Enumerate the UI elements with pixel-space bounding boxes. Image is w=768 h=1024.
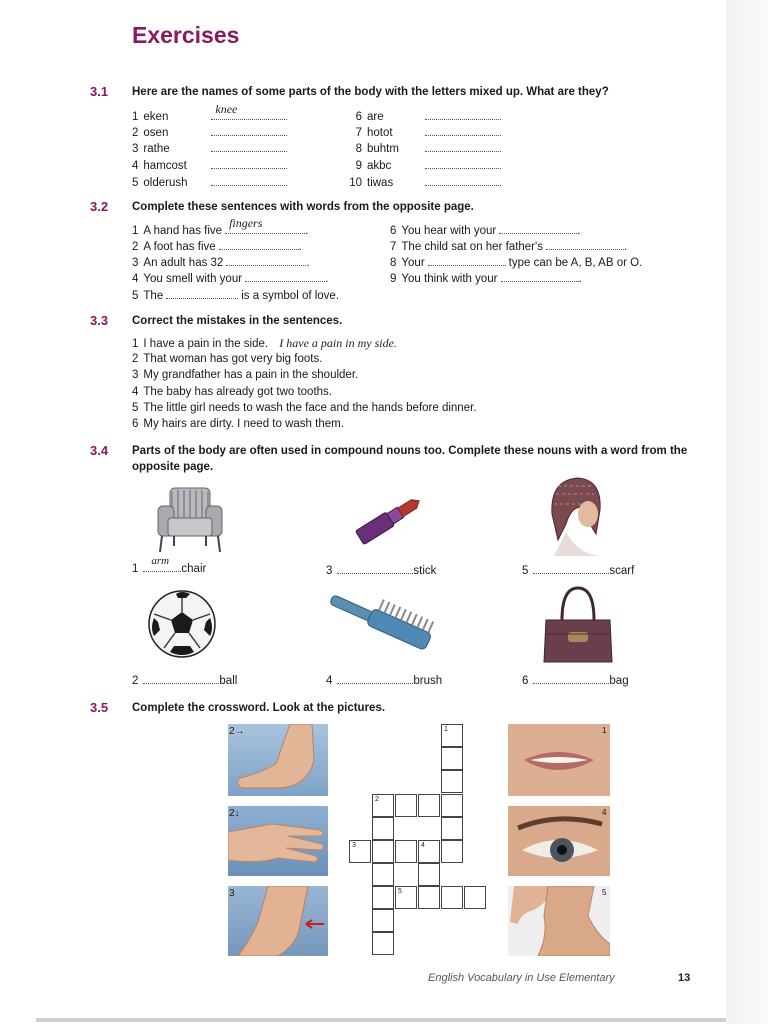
crossword-cell[interactable] (372, 932, 394, 955)
sentence-end: . (623, 241, 628, 253)
sentence-text: That woman has got very big foots. (143, 353, 323, 365)
crossword-cell[interactable] (395, 794, 417, 817)
exercise-3-4-number: 3.4 (90, 443, 109, 458)
answer-blank[interactable] (143, 672, 219, 684)
item-number: 4 (132, 160, 139, 172)
exercise-3-4-instruction: Parts of the body are often used in compound nouns too. Complete these nouns with a word from the opposite page. (132, 445, 688, 473)
item-number: 4 (326, 675, 333, 687)
item-number: 4 (132, 386, 139, 398)
answer-blank[interactable] (143, 555, 181, 572)
answer-blank[interactable] (425, 140, 501, 152)
crossword-cell[interactable] (372, 863, 394, 886)
sentence-start: You hear with your (401, 225, 497, 237)
item-number: 3 (326, 565, 333, 577)
ex33-item (132, 401, 477, 415)
ex32-item (390, 270, 582, 286)
item-number: 10 (349, 177, 362, 189)
crossword-cell[interactable] (441, 886, 463, 909)
scrambled-word: tiwas (367, 177, 394, 189)
crossword-cell[interactable] (418, 863, 440, 886)
item-number: 5 (132, 402, 139, 414)
sentence-text: The little girl needs to wash the face and the hands before dinner. (143, 402, 477, 414)
sentence-start: A foot has five (143, 241, 216, 253)
clue-label: 2→ (229, 726, 245, 737)
neck-photo (508, 886, 610, 956)
crossword-cell[interactable] (441, 840, 463, 863)
handbag-icon (540, 584, 616, 666)
ex32-item (132, 254, 310, 270)
answer-blank[interactable] (211, 140, 287, 152)
clue-label: 1 (602, 726, 607, 735)
item-number: 6 (132, 418, 139, 430)
answer-blank[interactable] (337, 562, 413, 574)
crossword-cell[interactable] (372, 886, 394, 909)
ex31-item (348, 157, 501, 173)
exercise-3-2-instruction: Complete these sentences with words from the opposite page. (132, 201, 474, 213)
crossword-cell[interactable] (395, 886, 417, 909)
lipstick-icon (344, 484, 432, 554)
page-title: Exercises (132, 22, 240, 48)
ex32-item (132, 270, 328, 286)
ex31-item (348, 174, 501, 190)
item-number: 5 (522, 565, 529, 577)
mouth-photo (508, 724, 610, 796)
answer-text: fingers (229, 216, 263, 230)
item-number: 1 (132, 225, 139, 237)
headscarf-icon (544, 474, 610, 556)
answer-blank[interactable] (425, 124, 501, 136)
clue-label: 3 (229, 888, 235, 899)
scrambled-word: hotot (367, 127, 393, 139)
item-number: 8 (390, 257, 397, 269)
compound-noun-6 (522, 672, 629, 688)
item-number: 2 (132, 127, 139, 139)
crossword-cell[interactable] (349, 840, 371, 863)
answer-blank[interactable] (245, 270, 325, 282)
sentence-start: The (143, 290, 164, 302)
scrambled-word: olderush (143, 177, 188, 189)
ex33-item (132, 352, 322, 366)
item-number: 5 (132, 177, 139, 189)
hand-photo (228, 806, 328, 876)
ex31-item (132, 157, 287, 173)
football-icon (146, 588, 218, 660)
ex31-item (132, 174, 287, 190)
sentence-end: . (305, 225, 309, 237)
neck-icon (508, 886, 610, 956)
crossword-cell[interactable] (372, 840, 394, 863)
answer-blank[interactable] (501, 270, 579, 282)
scrambled-word: osen (143, 127, 169, 139)
item-number: 1 (132, 111, 139, 123)
sentence-start: A hand has five (143, 225, 223, 237)
mouth-icon (508, 724, 610, 796)
item-number: 6 (522, 675, 529, 687)
ex32-item (390, 222, 580, 238)
noun-suffix: ball (219, 675, 238, 687)
exercise-3-5-number: 3.5 (90, 700, 109, 715)
answer-text: I have a pain in my side. (279, 336, 397, 350)
item-number: 6 (355, 111, 362, 123)
item-number: 8 (355, 143, 362, 155)
item-number: 3 (132, 369, 139, 381)
sentence-start: You think with your (401, 273, 498, 285)
clue-number: 2 (375, 796, 379, 803)
answer-blank[interactable] (428, 254, 506, 266)
eye-icon (508, 806, 610, 876)
answer-blank[interactable] (211, 102, 287, 120)
exercise-3-3-instruction: Correct the mistakes in the sentences. (132, 315, 343, 327)
item-number: 7 (355, 127, 362, 139)
ex32-item (390, 238, 627, 254)
clue-label: 2↓ (229, 808, 240, 819)
noun-suffix: scarf (609, 565, 635, 577)
sentence-end: . (306, 257, 310, 269)
answer-blank[interactable] (226, 254, 306, 266)
item-number: 2 (132, 353, 139, 365)
noun-suffix: brush (413, 675, 443, 687)
ex31-item (348, 124, 501, 140)
answer-blank[interactable] (166, 287, 238, 299)
ex32-item (132, 287, 339, 303)
ex33-item (132, 336, 397, 351)
book-title-footer: English Vocabulary in Use Elementary (428, 972, 615, 984)
sentence-end: . (325, 273, 329, 285)
answer-blank[interactable] (211, 124, 287, 136)
noun-suffix: bag (609, 675, 629, 687)
item-number: 3 (132, 143, 139, 155)
page-number: 13 (678, 972, 691, 984)
ex32-item (132, 238, 302, 254)
answer-blank[interactable] (499, 222, 577, 234)
sentence-text: I have a pain in the side. (143, 338, 269, 350)
ex31-item (132, 102, 287, 124)
scrambled-word: are (367, 111, 384, 123)
noun-suffix: chair (181, 563, 207, 575)
crossword-cell[interactable] (418, 794, 440, 817)
crossword-cell[interactable] (464, 886, 486, 909)
answer-blank[interactable] (219, 238, 299, 250)
crossword-cell[interactable] (418, 886, 440, 909)
answer-blank[interactable] (211, 157, 287, 169)
answer-blank[interactable] (225, 216, 305, 234)
item-number: 2 (132, 675, 139, 687)
crossword-cell[interactable] (372, 909, 394, 932)
armchair-icon (152, 484, 228, 556)
compound-noun-2 (132, 672, 237, 688)
scrambled-word: akbc (367, 160, 392, 172)
sentence-end: type can be A, B, AB or O. (508, 257, 643, 269)
clue-number: 1 (444, 726, 448, 733)
page-bottom-edge (36, 1018, 726, 1022)
sentence-start: You smell with your (143, 273, 243, 285)
clue-label: 4 (602, 808, 607, 817)
item-number: 1 (132, 338, 139, 350)
sentence-text: The baby has already got two tooths. (143, 386, 332, 398)
ex32-item (390, 254, 642, 270)
ex33-item (132, 417, 344, 431)
hand-icon (228, 806, 328, 876)
exercise-3-5-instruction: Complete the crossword. Look at the pictures. (132, 702, 386, 714)
item-number: 1 (132, 563, 139, 575)
knee-icon (228, 886, 328, 956)
answer-text: arm (151, 555, 170, 567)
compound-noun-4 (326, 672, 442, 688)
item-number: 9 (390, 273, 397, 285)
answer-blank[interactable] (425, 108, 501, 120)
ex31-item (348, 140, 501, 156)
compound-noun-3 (326, 562, 436, 578)
crossword-cell[interactable] (441, 770, 463, 793)
crossword-cell[interactable] (441, 817, 463, 840)
sentence-text: My grandfather has a pain in the shoulder. (143, 369, 359, 381)
crossword-cell[interactable] (372, 794, 394, 817)
answer-blank[interactable] (533, 562, 609, 574)
clue-number: 5 (398, 888, 402, 895)
hairbrush-icon (322, 590, 438, 656)
ex31-item (348, 108, 501, 124)
exercise-3-1-instruction: Here are the names of some parts of the body with the letters mixed up. What are they? (132, 86, 609, 98)
crossword-cell[interactable] (441, 724, 463, 747)
item-number: 3 (132, 257, 139, 269)
noun-suffix: stick (413, 565, 437, 577)
scrambled-word: hamcost (143, 160, 187, 172)
clue-number: 4 (421, 842, 425, 849)
crossword-cell[interactable] (418, 840, 440, 863)
answer-blank[interactable] (211, 174, 287, 186)
compound-noun-5 (522, 562, 634, 578)
item-number: 6 (390, 225, 397, 237)
exercise-3-1-number: 3.1 (90, 84, 109, 99)
answer-blank[interactable] (337, 672, 413, 684)
clue-number: 3 (352, 842, 356, 849)
crossword-cell[interactable] (372, 817, 394, 840)
ex33-item (132, 368, 358, 382)
ex31-item (132, 140, 287, 156)
item-number: 4 (132, 273, 139, 285)
sentence-end: . (578, 273, 582, 285)
answer-blank[interactable] (546, 238, 624, 250)
exercise-3-2-number: 3.2 (90, 199, 109, 214)
knee-photo (228, 886, 328, 956)
ex33-item (132, 385, 332, 399)
clue-label: 5 (602, 888, 607, 897)
answer-blank[interactable] (533, 672, 609, 684)
page-edge-shadow (726, 0, 768, 1024)
sentence-end: . (298, 241, 302, 253)
answer-blank[interactable] (425, 157, 501, 169)
sentence-start: Your (401, 257, 425, 269)
crossword-cell[interactable] (441, 747, 463, 770)
sentence-start: An adult has 32 (143, 257, 224, 269)
scrambled-word: rathe (143, 143, 170, 155)
sentence-text: My hairs are dirty. I need to wash them. (143, 418, 344, 430)
crossword-cell[interactable] (395, 840, 417, 863)
scrambled-word: eken (143, 111, 169, 123)
item-number: 5 (132, 290, 139, 302)
sentence-end: . (577, 225, 581, 237)
item-number: 9 (355, 160, 362, 172)
answer-blank[interactable] (425, 174, 501, 186)
ex32-item (132, 216, 309, 238)
exercise-3-3-number: 3.3 (90, 313, 109, 328)
sentence-end: is a symbol of love. (241, 290, 340, 302)
item-number: 7 (390, 241, 397, 253)
sentence-start: The child sat on her father's (401, 241, 543, 253)
eye-photo (508, 806, 610, 876)
scrambled-word: buhtm (367, 143, 399, 155)
ex31-item (132, 124, 287, 140)
item-number: 2 (132, 241, 139, 253)
compound-noun-1 (132, 555, 207, 576)
answer-text: knee (215, 102, 238, 116)
crossword-cell[interactable] (441, 794, 463, 817)
